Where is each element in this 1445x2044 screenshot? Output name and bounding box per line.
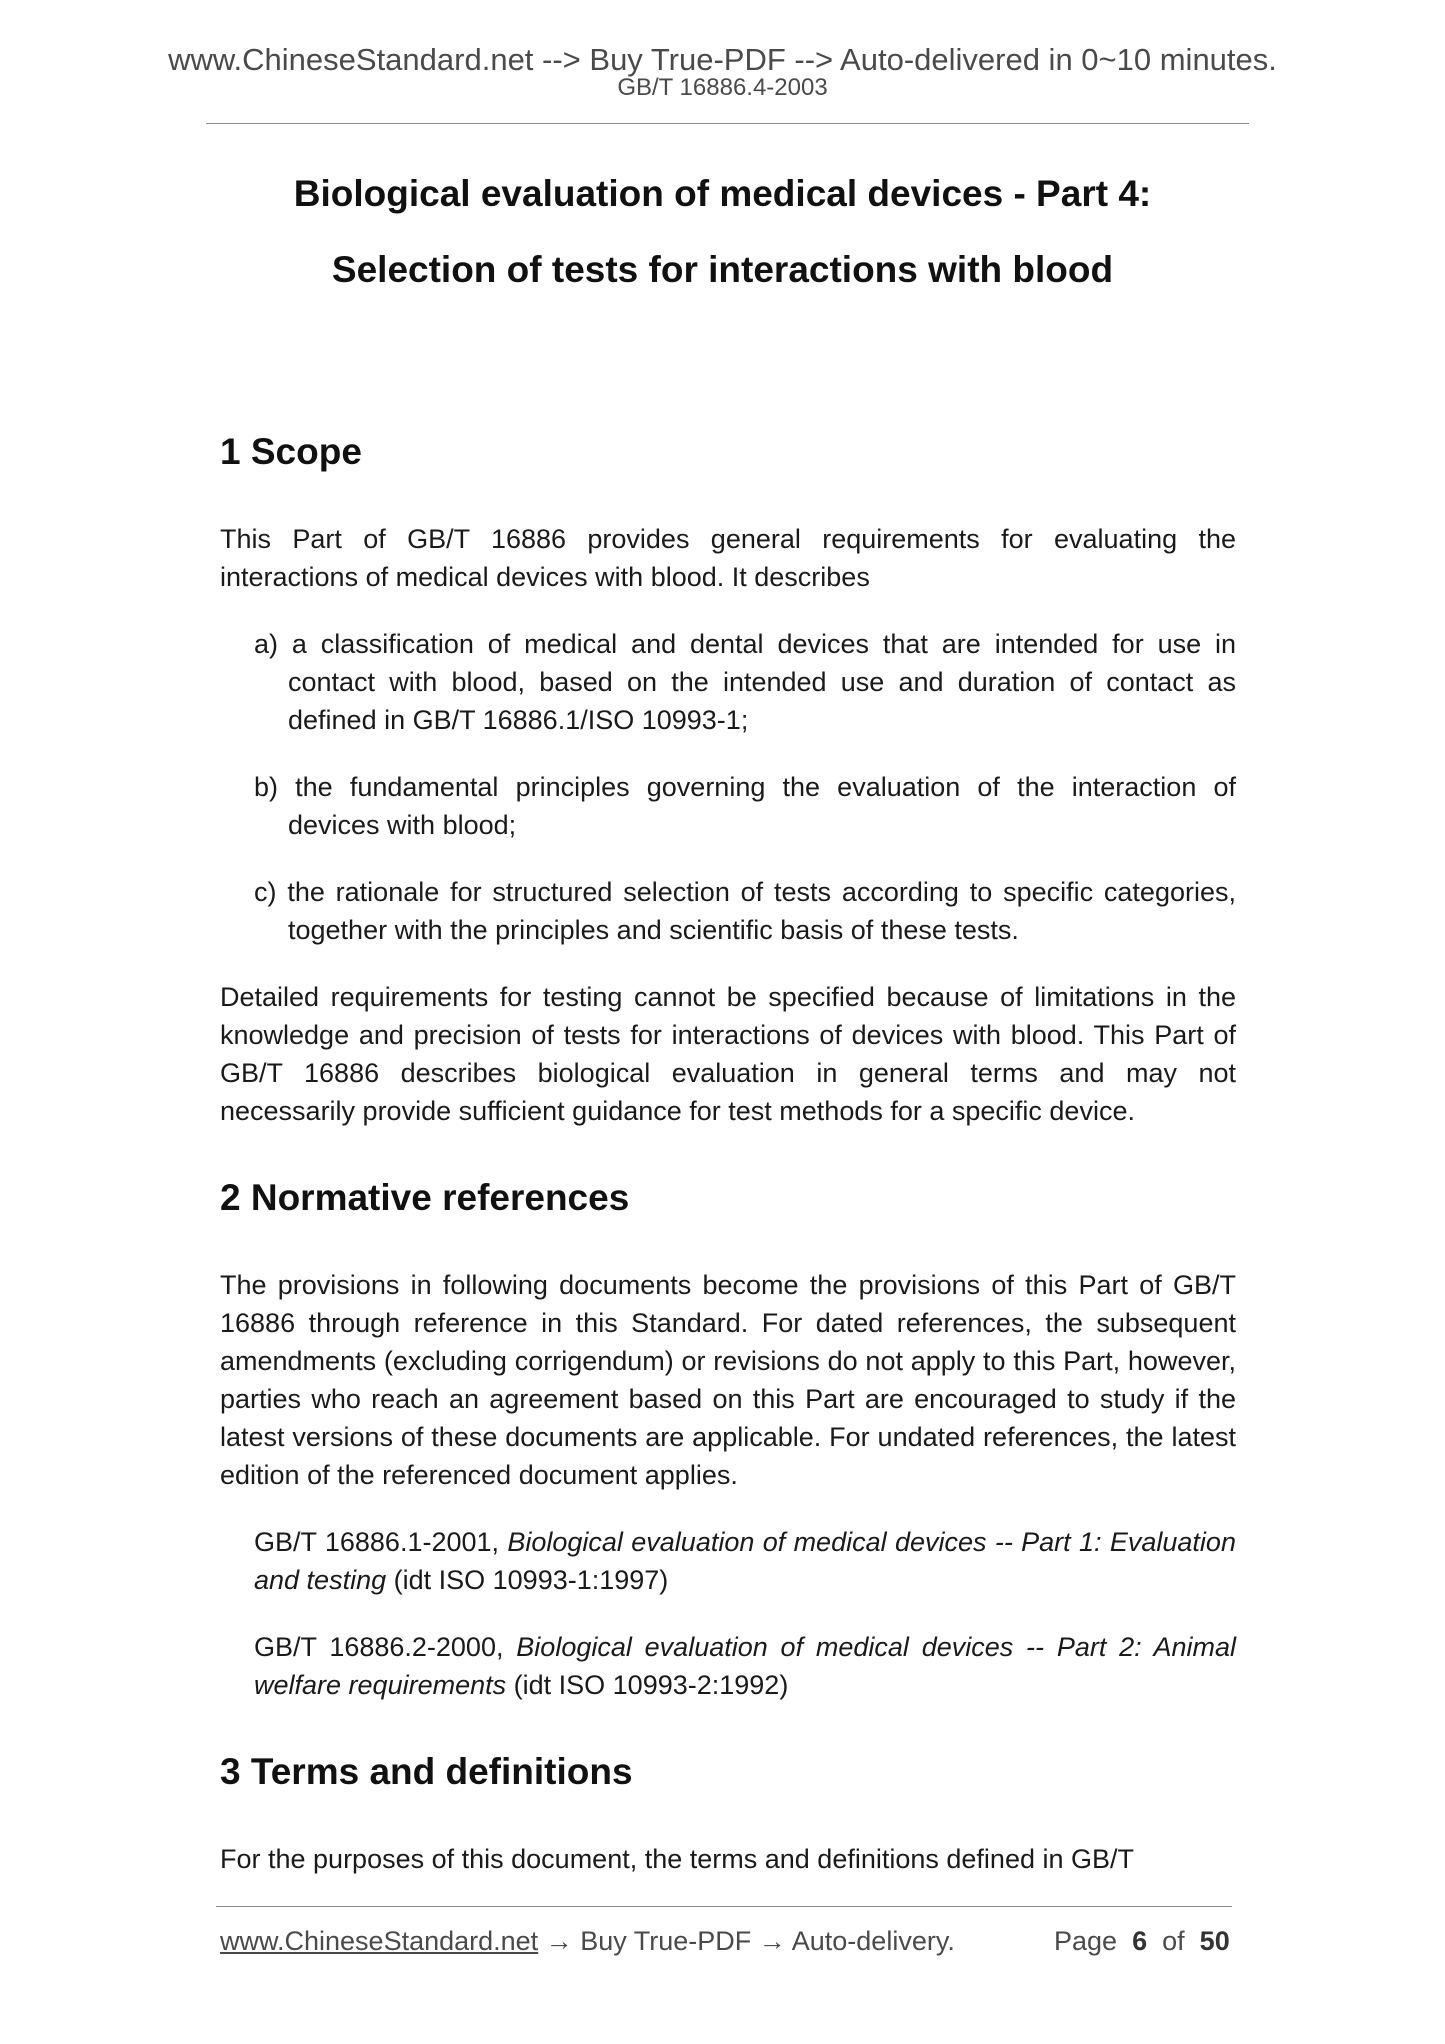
scope-list-item: a) a classification of medical and dental devices that are intended for use in contact with blood, based on the intended use and duration of contact as defined in GB/T 16886.1/ISO 10993-1;	[254, 629, 1236, 735]
document-title-line2: Selection of tests for interactions with blood	[331, 249, 1114, 290]
reference-equivalence: (idt ISO 10993-1:1997)	[393, 1565, 669, 1595]
of-label: of	[1162, 1926, 1185, 1956]
scope-closing-paragraph: Detailed requirements for testing cannot be specified because of limitations in the knowledge and precision of tests for interactions of devices with blood. This Part of GB/T 16886 describes biological evaluation in general terms and may not necessarily provide sufficient guidance for test methods for a specific device.	[220, 982, 1236, 1126]
total-pages-number: 50	[1199, 1926, 1230, 1956]
reference-equivalence: (idt ISO 10993-2:1992)	[513, 1670, 789, 1700]
scope-list-item: c) the rationale for structured selection of tests according to specific categories, together with the principles and scientific basis of these tests.	[254, 877, 1236, 945]
normative-references-intro: The provisions in following documents become the provisions of this Part of GB/T 16886 through reference in this Standard. For dated references, the subsequent amendments (excluding corrigendum) or revisions do not apply to this Part, however, parties who reach an agreement based on this Part are encouraged to study if the latest versions of these documents are applicable. For undated references, the latest edition of the referenced document applies.	[220, 1270, 1236, 1490]
terms-definitions-intro: For the purposes of this document, the terms and definitions defined in GB/T	[220, 1844, 1134, 1874]
section-heading-scope: 1 Scope	[220, 431, 362, 472]
header-divider	[206, 123, 1249, 124]
reference-title: Biological evaluation of medical devices -- Part 2: Animal welfare requirements	[254, 1632, 1236, 1700]
page-label: Page	[1054, 1926, 1118, 1956]
scope-intro-paragraph: This Part of GB/T 16886 provides general requirements for evaluating the interactions of medical devices with blood. It describes	[220, 524, 1236, 592]
reference-code: GB/T 16886.1-2001,	[254, 1527, 500, 1557]
document-title-line1: Biological evaluation of medical devices - Part 4:	[293, 173, 1152, 214]
footer-site-link[interactable]: www.ChineseStandard.net	[220, 1926, 539, 1956]
reference-entry	[254, 1628, 1236, 1704]
promo-banner: www.ChineseStandard.net --> Buy True-PDF --> Auto-delivered in 0~10 minutes.	[168, 42, 1277, 77]
footer-divider	[216, 1906, 1232, 1907]
footer-delivery-text: → Buy True-PDF → Auto-delivery.	[545, 1926, 955, 1956]
page-indicator	[1054, 1925, 1230, 1957]
footer-promo	[220, 1925, 955, 1957]
reference-entry	[254, 1523, 1236, 1599]
reference-title: Biological evaluation of medical devices -- Part 1: Evaluation and testing	[254, 1527, 1236, 1595]
current-page-number: 6	[1132, 1926, 1148, 1956]
section-heading-normative-references: 2 Normative references	[220, 1177, 630, 1218]
standard-code: GB/T 16886.4-2003	[617, 74, 828, 101]
reference-code: GB/T 16886.2-2000,	[254, 1632, 504, 1662]
scope-list-item: b) the fundamental principles governing the evaluation of the interaction of devices with blood;	[254, 772, 1236, 840]
section-heading-terms-definitions: 3 Terms and definitions	[220, 1751, 633, 1792]
